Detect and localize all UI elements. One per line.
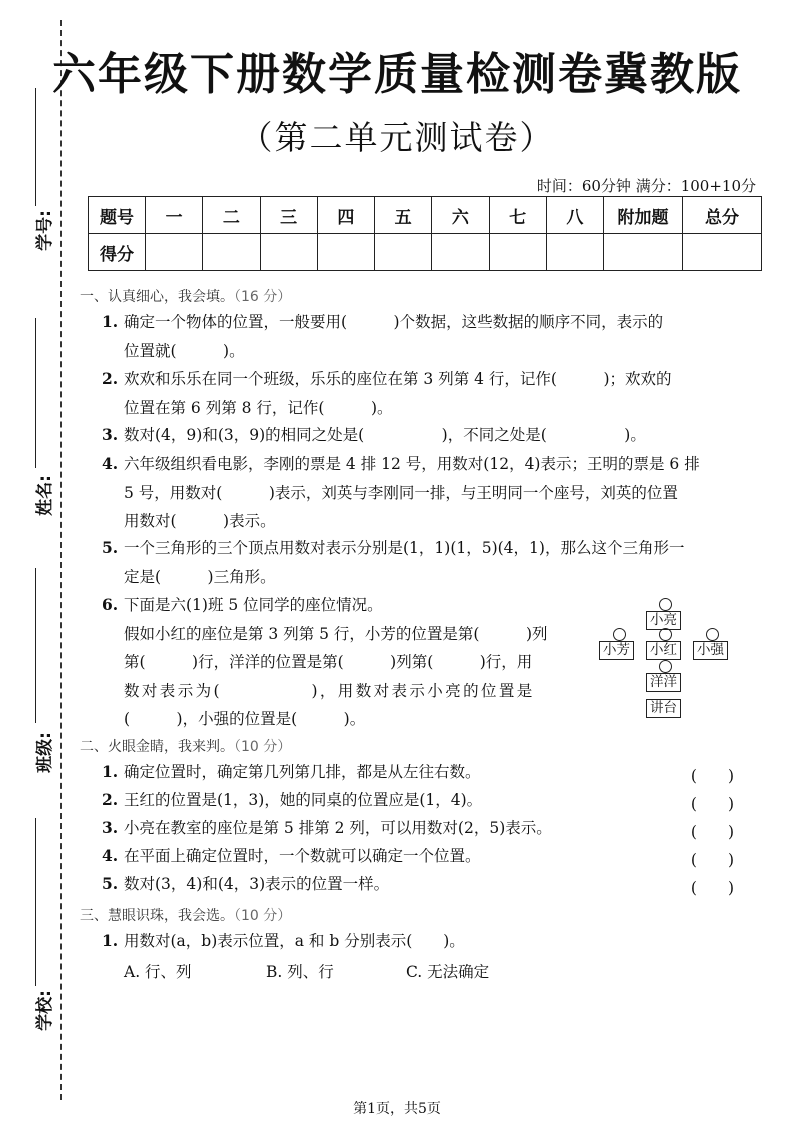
question-text-cont: 数对表示为( )，用数对表示小亮的位置是 [124,681,535,700]
score-cell[interactable] [375,234,432,271]
school-label: 学校: [34,990,55,1031]
question-text-cont: 假如小红的座位是第 3 列第 5 行，小芳的位置是第( )列 [124,624,548,643]
question-text-cont: 5 号，用数对( )表示，刘英与李刚同一排，与王明同一个座号，刘英的位置 [124,483,678,502]
question-number: 6. [102,595,119,614]
question-text: 小亮在教室的座位是第 5 排第 2 列，可以用数对(2，5)表示。 [124,819,552,837]
fill-question-5 [102,534,738,591]
score-cell[interactable] [260,234,317,271]
question-text: 下面是六(1)班 5 位同学的座位情况。 [124,596,383,614]
section-1-heading [80,286,291,306]
class-line[interactable] [35,568,36,723]
student-id-label: 学号: [34,210,55,251]
binding-dashed-line [60,20,62,1100]
question-number: 2. [102,369,119,388]
section-3-title: 三、慧眼识珠，我会选。 [80,908,234,924]
score-header-cell: 八 [546,197,603,234]
score-header-cell: 附加题 [604,197,683,234]
judge-question-1 [102,758,738,787]
head-xiaofang-icon [613,628,626,641]
score-header-cell: 五 [375,197,432,234]
option-a[interactable]: A. 行、列 [124,963,192,981]
judge-answer-3[interactable]: ( ) [690,823,734,841]
score-cell[interactable] [317,234,374,271]
score-cell[interactable] [683,234,762,271]
page-footer: 第1页，共5页 [353,1101,441,1117]
question-number: 4. [102,846,119,865]
choice-question-1 [102,927,738,956]
question-text-cont: 定是( )三角形。 [124,567,276,586]
question-text-cont: ( )，小强的位置是( )。 [124,710,366,728]
score-header-cell: 七 [489,197,546,234]
judge-answer-5[interactable]: ( ) [690,879,734,897]
name-label: 姓名: [34,475,55,516]
score-row-label: 得分 [89,234,146,271]
section-2-title: 二、火眼金睛，我来判。 [80,739,234,755]
school-line[interactable] [35,818,36,986]
seat-xiaofang: 小芳 [599,641,634,660]
score-cell[interactable] [146,234,203,271]
name-line[interactable] [35,318,36,468]
question-number: 5. [102,874,119,893]
section-3-heading [80,905,291,925]
fill-question-6 [102,591,602,734]
score-table [88,196,762,271]
question-text: 数对(4，9)和(3，9)的相同之处是( )，不同之处是( )。 [124,426,646,444]
seat-yangyang: 洋洋 [646,673,681,692]
question-number: 3. [102,425,119,444]
time-info: 时间：60分钟 满分：100+10分 [536,177,756,195]
question-text: 欢欢和乐乐在同一个班级，乐乐的座位在第 3 列第 4 行，记作( )；欢欢的 [124,370,672,388]
podium: 讲台 [646,699,681,718]
seat-xiaohong: 小红 [646,641,681,660]
fill-question-3 [102,421,738,450]
score-table-score-row [89,234,762,271]
fill-question-1 [102,308,738,365]
page-subtitle: （第二单元测试卷） [239,118,555,157]
choice-options [124,960,489,982]
head-xiaoliang-icon [659,598,672,611]
question-text: 确定一个物体的位置，一般要用( )个数据，这些数据的顺序不同，表示的 [124,313,664,331]
score-header-cell: 一 [146,197,203,234]
option-c[interactable]: C. 无法确定 [406,963,490,981]
section-2-points: （10 分） [234,739,292,755]
score-cell[interactable] [604,234,683,271]
question-number: 3. [102,818,119,837]
judge-answer-1[interactable]: ( ) [690,767,734,785]
question-number: 1. [102,312,119,331]
question-number: 5. [102,538,119,557]
section-1-title: 一、认真细心，我会填。 [80,289,234,305]
judge-question-4 [102,842,738,871]
head-yangyang-icon [659,660,672,673]
page-title: 六年级下册数学质量检测卷冀教版 [52,49,742,100]
score-cell[interactable] [489,234,546,271]
score-header-cell: 六 [432,197,489,234]
head-xiaohong-icon [659,628,672,641]
score-table-header-row [89,197,762,234]
class-label: 班级: [34,732,55,773]
judge-answer-2[interactable]: ( ) [690,795,734,813]
score-cell[interactable] [546,234,603,271]
question-number: 4. [102,454,119,473]
score-header-cell: 二 [203,197,260,234]
judge-answer-4[interactable]: ( ) [690,851,734,869]
question-number: 1. [102,762,119,781]
question-text: 六年级组织看电影，李刚的票是 4 排 12 号，用数对(12，4)表示；王明的票是 6 排 [124,455,700,473]
head-xiaoqiang-icon [706,628,719,641]
question-number: 1. [102,931,119,950]
section-2-heading [80,736,291,756]
question-text-cont: 位置在第 6 列第 8 行，记作( )。 [124,398,393,417]
judge-question-3 [102,814,738,843]
question-text: 数对(3，4)和(4，3)表示的位置一样。 [124,875,390,893]
judge-question-5 [102,870,738,899]
score-header-cell: 题号 [89,197,146,234]
question-text: 一个三角形的三个顶点用数对表示分别是(1，1)(1，5)(4，1)，那么这个三角形一 [124,539,685,557]
question-number: 2. [102,790,119,809]
seat-xiaoliang: 小亮 [646,611,681,630]
option-b[interactable]: B. 列、行 [266,963,334,981]
score-header-cell: 总分 [683,197,762,234]
question-text-cont: 位置就( )。 [124,341,245,360]
fill-question-4 [102,450,738,536]
score-cell[interactable] [432,234,489,271]
section-1-points: （16 分） [234,289,292,305]
question-text-cont: 用数对( )表示。 [124,512,276,530]
score-header-cell: 三 [260,197,317,234]
question-text-cont: 第( )行，洋洋的位置是第( )列第( )行，用 [124,653,533,671]
question-text: 在平面上确定位置时，一个数就可以确定一个位置。 [124,847,481,865]
question-text: 确定位置时，确定第几列第几排，都是从左往右数。 [124,763,481,781]
section-3-points: （10 分） [234,908,292,924]
question-text: 用数对(a，b)表示位置，a 和 b 分别表示( )。 [124,932,465,950]
seat-xiaoqiang: 小强 [693,641,728,660]
score-header-cell: 四 [317,197,374,234]
binding-margin [0,0,70,1123]
question-text: 王红的位置是(1，3)，她的同桌的位置应是(1，4)。 [124,791,483,809]
fill-question-2 [102,365,738,422]
judge-question-2 [102,786,738,815]
score-cell[interactable] [203,234,260,271]
